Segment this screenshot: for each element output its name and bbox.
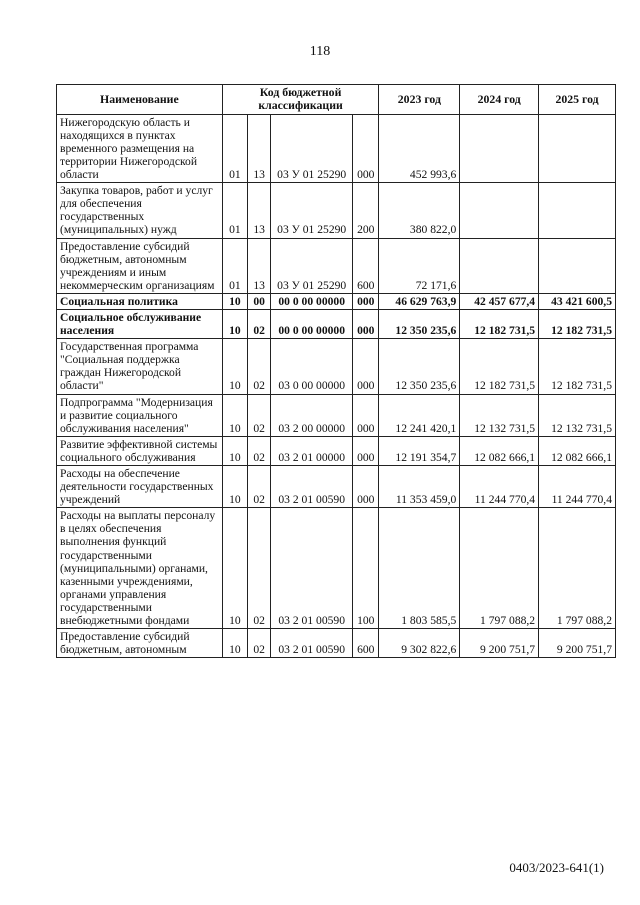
code-target-cell: 00 0 00 00000 xyxy=(271,309,353,338)
table-row xyxy=(57,114,616,182)
code-expense-type-cell: 000 xyxy=(353,339,379,394)
code-expense-type-cell: 000 xyxy=(353,466,379,508)
code-section-cell: 01 xyxy=(222,183,247,238)
code-section-cell: 10 xyxy=(222,436,247,465)
code-subsection-cell: 02 xyxy=(248,436,271,465)
table-row xyxy=(57,309,616,338)
value-2023-cell: 11 353 459,0 xyxy=(379,466,460,508)
value-2025-cell: 9 200 751,7 xyxy=(539,629,616,658)
value-2025-cell xyxy=(539,183,616,238)
value-2023-cell: 452 993,6 xyxy=(379,114,460,182)
budget-table xyxy=(56,84,616,658)
table-row xyxy=(57,629,616,658)
row-name-cell: Нижегородскую область и находящихся в пунктах временного размещения на территории Нижегородской области xyxy=(57,114,223,182)
code-section-cell: 10 xyxy=(222,466,247,508)
code-expense-type-cell: 000 xyxy=(353,114,379,182)
code-subsection-cell: 02 xyxy=(248,466,271,508)
header-name: Наименование xyxy=(57,85,223,115)
header-code: Код бюджетной классификации xyxy=(222,85,379,115)
code-section-cell: 10 xyxy=(222,394,247,436)
value-2025-cell: 43 421 600,5 xyxy=(539,293,616,309)
code-expense-type-cell: 100 xyxy=(353,508,379,629)
row-name-cell: Развитие эффективной системы социального обслуживания xyxy=(57,436,223,465)
value-2025-cell: 12 082 666,1 xyxy=(539,436,616,465)
code-target-cell: 03 2 01 00590 xyxy=(271,508,353,629)
row-name-cell: Социальное обслуживание населения xyxy=(57,309,223,338)
value-2023-cell: 380 822,0 xyxy=(379,183,460,238)
value-2023-cell: 46 629 763,9 xyxy=(379,293,460,309)
header-row xyxy=(57,85,616,115)
value-2024-cell: 12 182 731,5 xyxy=(460,339,539,394)
code-expense-type-cell: 600 xyxy=(353,629,379,658)
table-row xyxy=(57,293,616,309)
code-expense-type-cell: 000 xyxy=(353,394,379,436)
code-section-cell: 01 xyxy=(222,114,247,182)
row-name-cell: Предоставление субсидий бюджетным, автономным xyxy=(57,629,223,658)
code-section-cell: 01 xyxy=(222,238,247,293)
row-name-cell: Расходы на обеспечение деятельности государственных учреждений xyxy=(57,466,223,508)
code-subsection-cell: 02 xyxy=(248,339,271,394)
code-target-cell: 03 2 01 00000 xyxy=(271,436,353,465)
code-target-cell: 00 0 00 00000 xyxy=(271,293,353,309)
code-target-cell: 03 2 01 00590 xyxy=(271,629,353,658)
value-2024-cell: 12 182 731,5 xyxy=(460,309,539,338)
code-subsection-cell: 02 xyxy=(248,309,271,338)
code-target-cell: 03 2 00 00000 xyxy=(271,394,353,436)
value-2025-cell xyxy=(539,114,616,182)
header-2023: 2023 год xyxy=(379,85,460,115)
code-expense-type-cell: 200 xyxy=(353,183,379,238)
document-code: 0403/2023-641(1) xyxy=(509,860,604,875)
header-2025: 2025 год xyxy=(539,85,616,115)
code-expense-type-cell: 600 xyxy=(353,238,379,293)
value-2024-cell: 1 797 088,2 xyxy=(460,508,539,629)
row-name-cell: Государственная программа "Социальная поддержка граждан Нижегородской области" xyxy=(57,339,223,394)
code-subsection-cell: 13 xyxy=(248,183,271,238)
row-name-cell: Закупка товаров, работ и услуг для обеспечения государственных (муниципальных) нужд xyxy=(57,183,223,238)
value-2024-cell: 42 457 677,4 xyxy=(460,293,539,309)
value-2025-cell: 12 182 731,5 xyxy=(539,339,616,394)
value-2025-cell: 12 182 731,5 xyxy=(539,309,616,338)
code-expense-type-cell: 000 xyxy=(353,436,379,465)
value-2023-cell: 72 171,6 xyxy=(379,238,460,293)
value-2023-cell: 12 241 420,1 xyxy=(379,394,460,436)
table-row xyxy=(57,466,616,508)
value-2024-cell: 9 200 751,7 xyxy=(460,629,539,658)
code-section-cell: 10 xyxy=(222,508,247,629)
value-2023-cell: 12 350 235,6 xyxy=(379,339,460,394)
value-2024-cell: 11 244 770,4 xyxy=(460,466,539,508)
value-2023-cell: 12 350 235,6 xyxy=(379,309,460,338)
code-expense-type-cell: 000 xyxy=(353,309,379,338)
value-2024-cell xyxy=(460,238,539,293)
row-name-cell: Подпрограмма "Модернизация и развитие социального обслуживания населения" xyxy=(57,394,223,436)
row-name-cell: Расходы на выплаты персоналу в целях обеспечения выполнения функций государственными (муниципальными) органами, казенными учреждениями, органами управления государственными внебюджетными фондами xyxy=(57,508,223,629)
table-row xyxy=(57,339,616,394)
table-row xyxy=(57,238,616,293)
value-2024-cell: 12 082 666,1 xyxy=(460,436,539,465)
value-2024-cell xyxy=(460,114,539,182)
code-subsection-cell: 00 xyxy=(248,293,271,309)
code-section-cell: 10 xyxy=(222,339,247,394)
row-name-cell: Предоставление субсидий бюджетным, автономным учреждениям и иным некоммерческим организациям xyxy=(57,238,223,293)
table-row xyxy=(57,508,616,629)
value-2025-cell: 11 244 770,4 xyxy=(539,466,616,508)
value-2023-cell: 12 191 354,7 xyxy=(379,436,460,465)
code-subsection-cell: 02 xyxy=(248,394,271,436)
code-subsection-cell: 02 xyxy=(248,508,271,629)
code-section-cell: 10 xyxy=(222,309,247,338)
table-row xyxy=(57,183,616,238)
code-target-cell: 03 0 00 00000 xyxy=(271,339,353,394)
code-expense-type-cell: 000 xyxy=(353,293,379,309)
code-subsection-cell: 13 xyxy=(248,238,271,293)
code-target-cell: 03 2 01 00590 xyxy=(271,466,353,508)
row-name-cell: Социальная политика xyxy=(57,293,223,309)
code-target-cell: 03 У 01 25290 xyxy=(271,183,353,238)
header-2024: 2024 год xyxy=(460,85,539,115)
value-2025-cell: 12 132 731,5 xyxy=(539,394,616,436)
code-section-cell: 10 xyxy=(222,629,247,658)
code-section-cell: 10 xyxy=(222,293,247,309)
table-row xyxy=(57,394,616,436)
value-2023-cell: 1 803 585,5 xyxy=(379,508,460,629)
value-2023-cell: 9 302 822,6 xyxy=(379,629,460,658)
code-subsection-cell: 02 xyxy=(248,629,271,658)
value-2024-cell: 12 132 731,5 xyxy=(460,394,539,436)
code-target-cell: 03 У 01 25290 xyxy=(271,114,353,182)
value-2025-cell xyxy=(539,238,616,293)
value-2025-cell: 1 797 088,2 xyxy=(539,508,616,629)
page-number: 118 xyxy=(309,44,331,59)
table-row xyxy=(57,436,616,465)
value-2024-cell xyxy=(460,183,539,238)
code-target-cell: 03 У 01 25290 xyxy=(271,238,353,293)
code-subsection-cell: 13 xyxy=(248,114,271,182)
